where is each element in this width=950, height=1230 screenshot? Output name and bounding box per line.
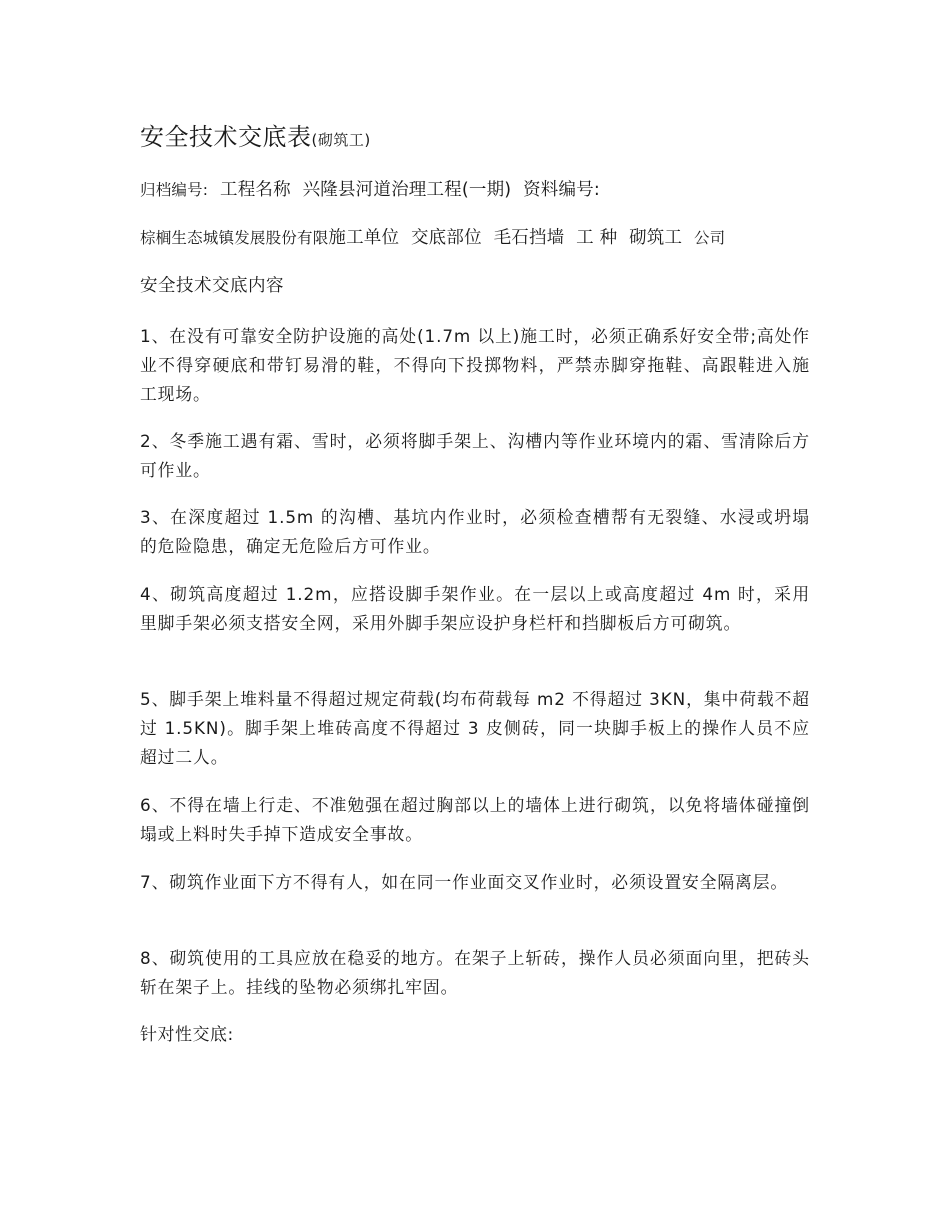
trade-value: 砌筑工: [629, 228, 683, 248]
list-item: 1、在没有可靠安全防护设施的高处(1.7m 以上)施工时，必须正确系好安全带;高处作业不得穿硬底和带钉易滑的鞋，不得向下投掷物料，严禁赤脚穿拖鞋、高跟鞋进入施工现场。: [140, 326, 810, 404]
archive-line: [140, 176, 600, 204]
title-subtitle: (砌筑工): [311, 131, 371, 149]
data-number-label: 资料编号:: [523, 180, 601, 200]
project-name-value: 兴隆县河道治理工程(一期): [302, 180, 512, 200]
company-name-part2: 公司: [693, 229, 726, 247]
company-line: [140, 224, 725, 252]
title-main: 安全技术交底表: [140, 123, 312, 151]
trade-label: 工 种: [576, 228, 618, 248]
list-item: 6、不得在墙上行走、不准勉强在超过胸部以上的墙体上进行砌筑，以免将墙体碰撞倒塌或上料时失手掉下造成安全事故。: [140, 795, 810, 844]
project-name-label: 工程名称: [220, 180, 291, 200]
section-heading: 安全技术交底内容: [140, 276, 284, 296]
location-value: 毛石挡墙: [493, 228, 565, 248]
list-item: 7、砌筑作业面下方不得有人，如在同一作业面交叉作业时，必须设置安全隔离层。: [140, 872, 789, 892]
list-item: 3、在深度超过 1.5m 的沟槽、基坑内作业时，必须检查槽帮有无裂缝、水浸或坍塌的危险隐患，确定无危险后方可作业。: [140, 507, 810, 556]
document-title: [140, 120, 371, 157]
list-item: 2、冬季施工遇有霜、雪时，必须将脚手架上、沟槽内等作业环境内的霜、雪清除后方可作业。: [140, 431, 810, 480]
list-item: 4、砌筑高度超过 1.2m，应搭设脚手架作业。在一层以上或高度超过 4m 时，采用里脚手架必须支搭安全网，采用外脚手架应设护身栏杆和挡脚板后方可砌筑。: [140, 584, 810, 633]
targeted-briefing-label: 针对性交底:: [140, 1025, 234, 1045]
list-item: 8、砌筑使用的工具应放在稳妥的地方。在架子上斩砖，操作人员必须面向里，把砖头斩在架子上。挂线的坠物必须绑扎牢固。: [140, 948, 810, 997]
company-name-part1: 棕榈生态城镇发展股份有限: [140, 229, 329, 247]
construction-unit-label: 施工单位: [328, 228, 400, 248]
location-label: 交底部位: [410, 228, 482, 248]
archive-number-label: 归档编号:: [140, 181, 209, 199]
list-item: 5、脚手架上堆料量不得超过规定荷载(均布荷载每 m2 不得超过 3KN，集中荷载不超过 1.5KN)。脚手架上堆砖高度不得超过 3 皮侧砖，同一块脚手板上的操作人员不应超过二人。: [140, 689, 810, 767]
